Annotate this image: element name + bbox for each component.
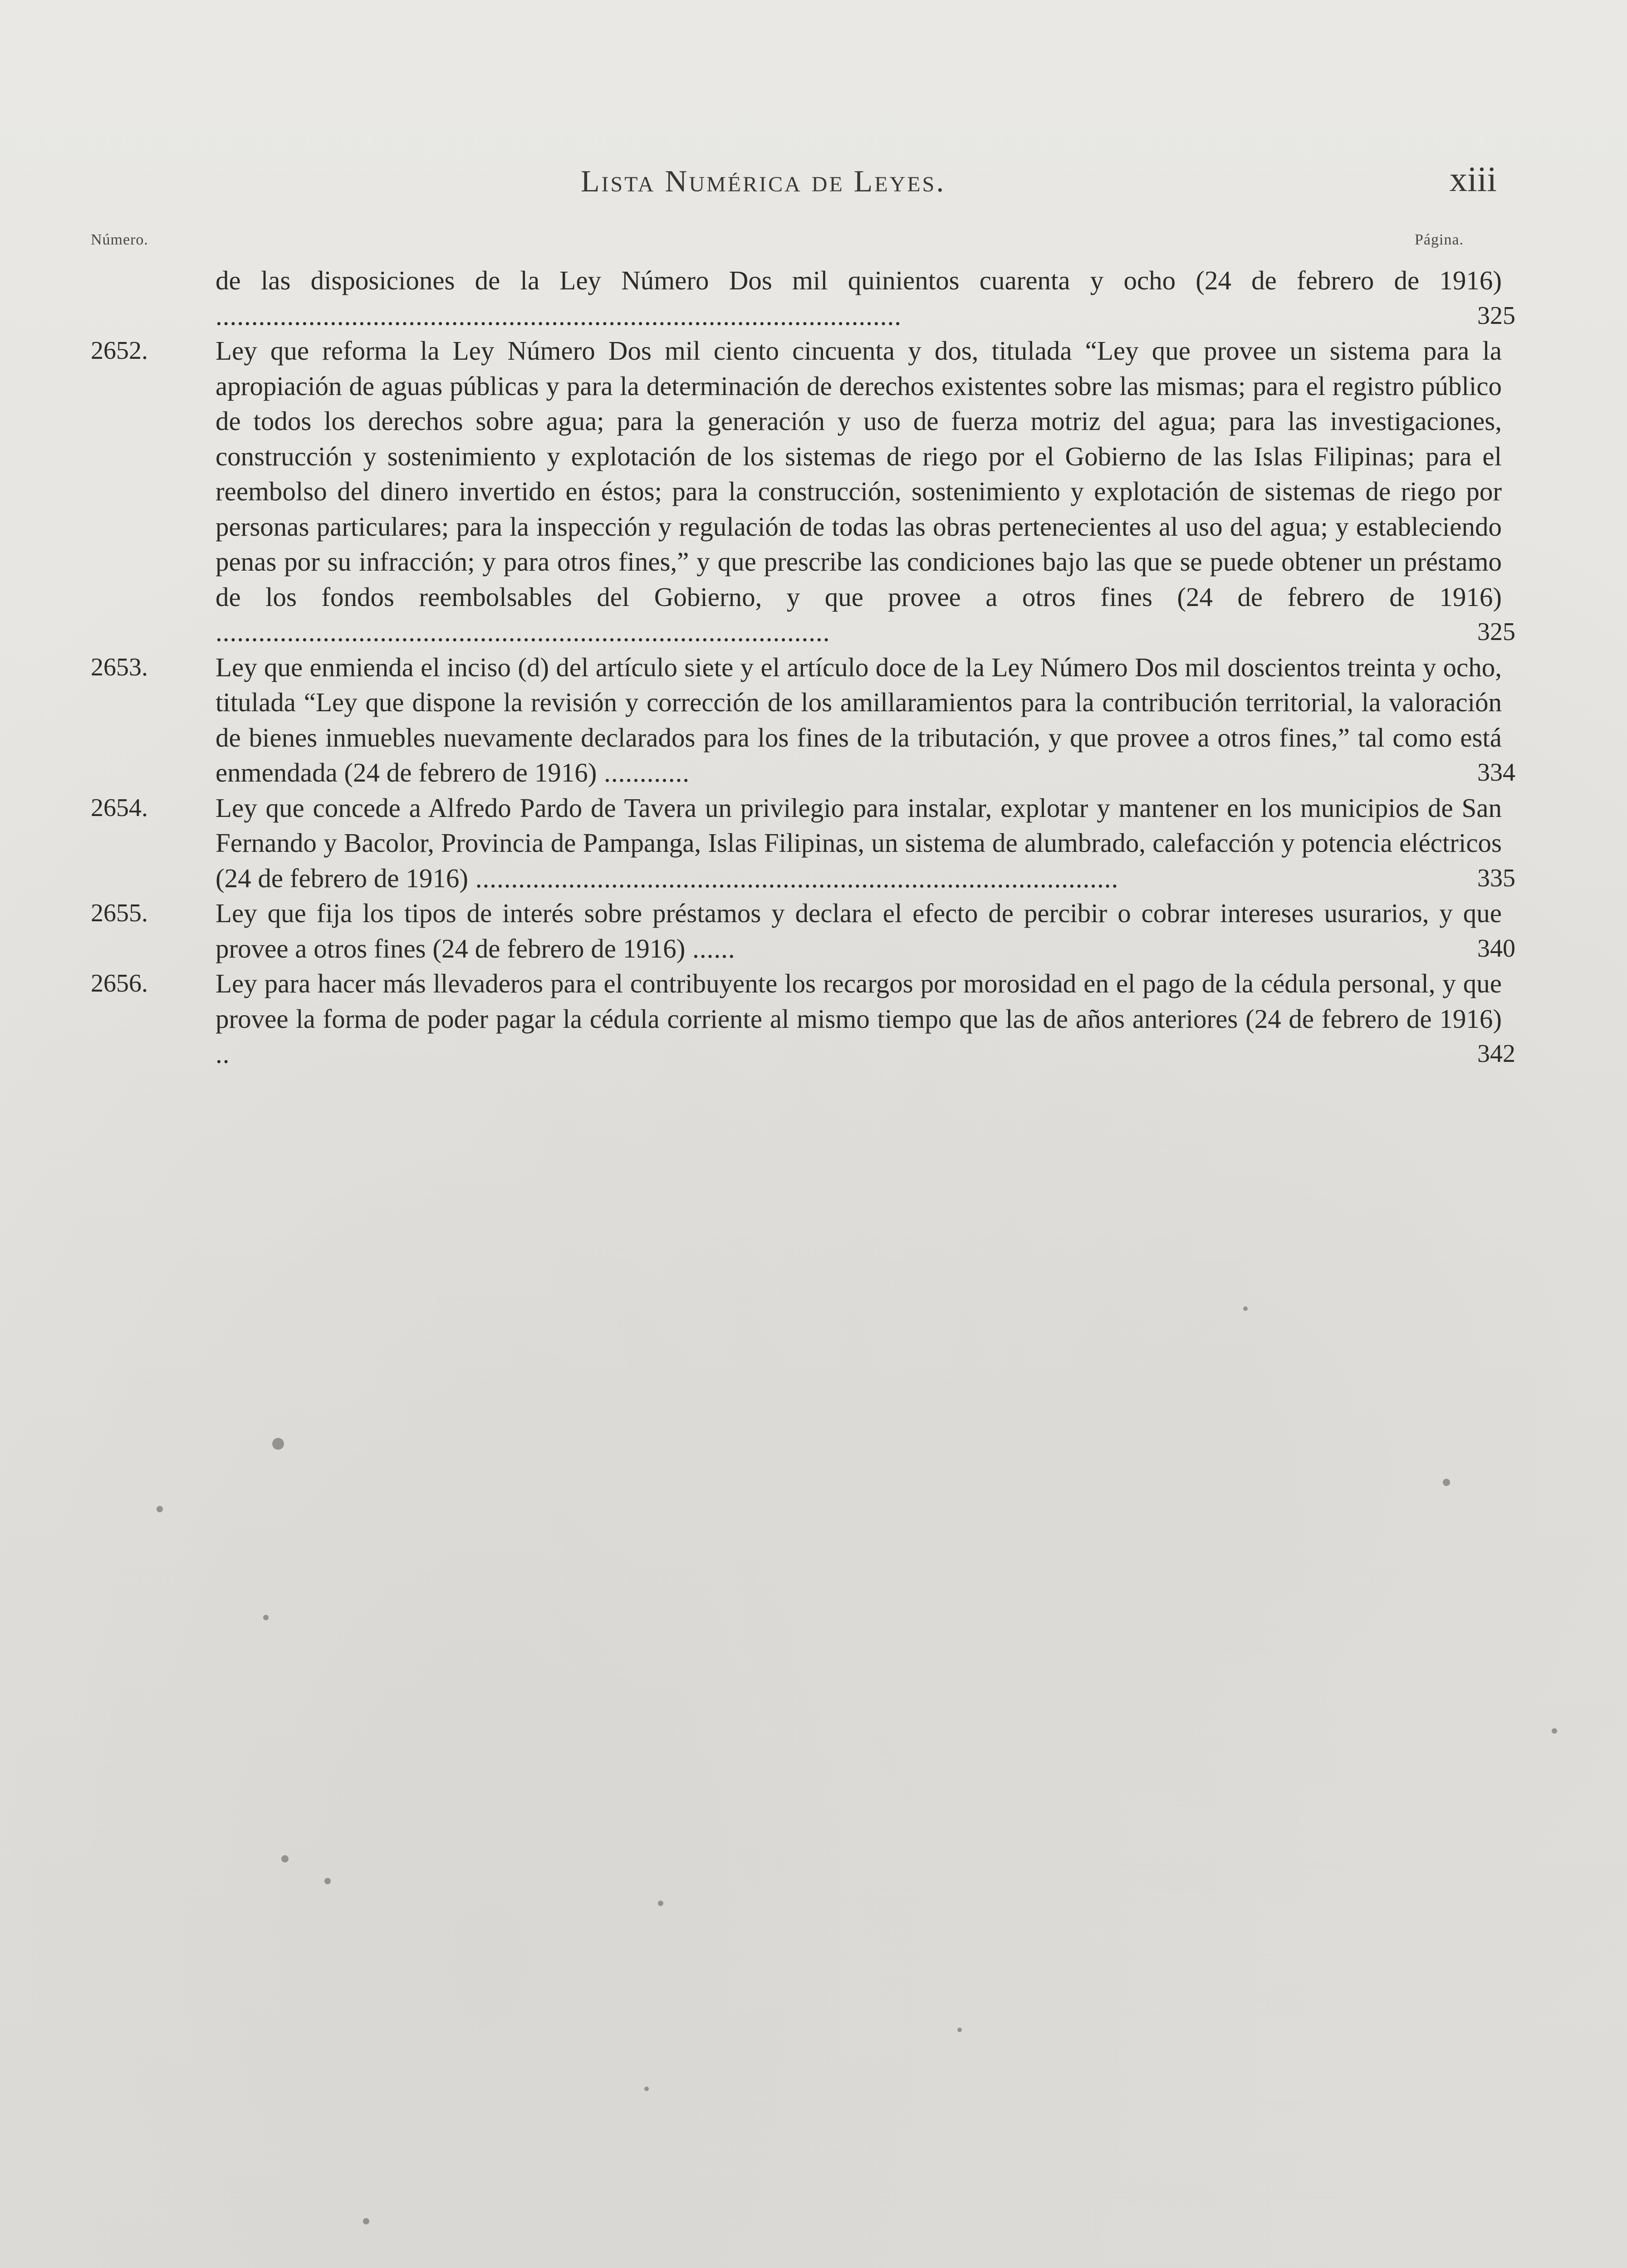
list-item [91, 966, 1515, 1072]
dot-leader: .. [216, 1039, 230, 1069]
page-folio: xiii [1450, 159, 1497, 199]
list-item [91, 791, 1515, 896]
column-heading-number: Número. [91, 231, 148, 248]
paper-speck [658, 1901, 663, 1906]
page-header [0, 154, 1627, 209]
paper-speck [263, 1615, 269, 1620]
paper-speck [324, 1878, 331, 1884]
paper-speck [957, 2028, 962, 2032]
list-item [91, 650, 1515, 791]
paper-speck [157, 1506, 163, 1512]
law-number: 2652. [91, 337, 148, 365]
law-description [216, 333, 1502, 650]
law-description-text: Ley que enmienda el inciso (d) del artículo siete y el artículo doce de la Ley Número Dos mil doscientos treinta y ocho, titulada “Ley que dispone la revisión y corrección de los amillaramientos para la contribución territorial, la valoración de bienes inmuebles nuevamente declarados para los fines de la tributación, y que provee a otros fines,” tal como está enmendada (24 de febrero de 1916) [216, 652, 1502, 787]
law-description-text: Ley que fija los tipos de interés sobre préstamos y declara el efecto de percibir o cobrar intereses usurarios, y que provee a otros fines (24 de febrero de 1916) [216, 898, 1502, 963]
list-item [91, 263, 1515, 333]
law-description-text: Ley para hacer más llevaderos para el contribuyente los recargos por morosidad en el pago de la cédula personal, y que provee la forma de poder pagar la cédula corriente al mismo tiempo que las de años anteriores (24 de febrero de 1916) [216, 968, 1502, 1034]
column-heading-page: Página. [1415, 231, 1464, 248]
paper-speck [272, 1438, 284, 1450]
page-reference: 325 [1477, 618, 1515, 646]
page-reference: 335 [1477, 864, 1515, 892]
law-description [216, 791, 1502, 896]
paper-speck [363, 2218, 369, 2224]
paper-speck [281, 1855, 289, 1862]
dot-leader: ............ [597, 758, 690, 787]
dot-leader: .......................................................................................... [468, 863, 1119, 893]
page-reference: 342 [1477, 1040, 1515, 1068]
law-number: 2656. [91, 969, 148, 997]
law-description [216, 896, 1502, 966]
dot-leader: ................................................................................................ [216, 300, 902, 331]
dot-leader: ...................................................................................... [216, 617, 830, 647]
paper-speck [1243, 1306, 1248, 1311]
paper-speck [644, 2087, 649, 2091]
dot-leader: ...... [685, 933, 735, 963]
law-description [216, 966, 1502, 1072]
paper-speck [1443, 1479, 1450, 1486]
law-number: 2655. [91, 899, 148, 927]
page-reference: 340 [1477, 934, 1515, 963]
law-description-text: de las disposiciones de la Ley Número Dos mil quinientos cuarenta y ocho (24 de febrero de 1916) [216, 265, 1502, 295]
page-reference: 325 [1477, 301, 1515, 330]
law-description [216, 650, 1502, 791]
law-number: 2654. [91, 793, 148, 822]
law-list [91, 263, 1515, 1072]
law-description-text: Ley que reforma la Ley Número Dos mil ciento cincuenta y dos, titulada “Ley que provee un sistema para la apropiación de aguas públicas y para la determinación de derechos existentes sobre las mismas; para el registro público de todos los derechos sobre agua; para la generación y uso de fuerza motriz del agua; para las investigaciones, construcción y sostenimiento y explotación de los sistemas de riego por el Gobierno de las Islas Filipinas; para el reembolso del dinero invertido en éstos; para la construcción, sostenimiento y explotación de sistemas de riego por personas particulares; para la inspección y regulación de todas las obras pertenecientes al uso del agua; y estableciendo penas por su infracción; y para otros fines,” y que prescribe las condiciones bajo las que se puede obtener un préstamo de los fondos reembolsables del Gobierno, y que provee a otros fines (24 de febrero de 1916) [216, 336, 1502, 612]
page-reference: 334 [1477, 758, 1515, 787]
running-title: Lista Numérica de Leyes. [581, 164, 946, 198]
law-description-text: Ley que concede a Alfredo Pardo de Tavera un privilegio para instalar, explotar y mantener en los municipios de San Fernando y Bacolor, Provincia de Pampanga, Islas Filipinas, un sistema de alumbrado, calefacción y potencia eléctricos (24 de febrero de 1916) [216, 792, 1502, 893]
list-item [91, 333, 1515, 650]
paper-speck [1552, 1728, 1557, 1734]
law-number: 2653. [91, 653, 148, 681]
law-description [216, 263, 1502, 333]
list-item [91, 896, 1515, 966]
